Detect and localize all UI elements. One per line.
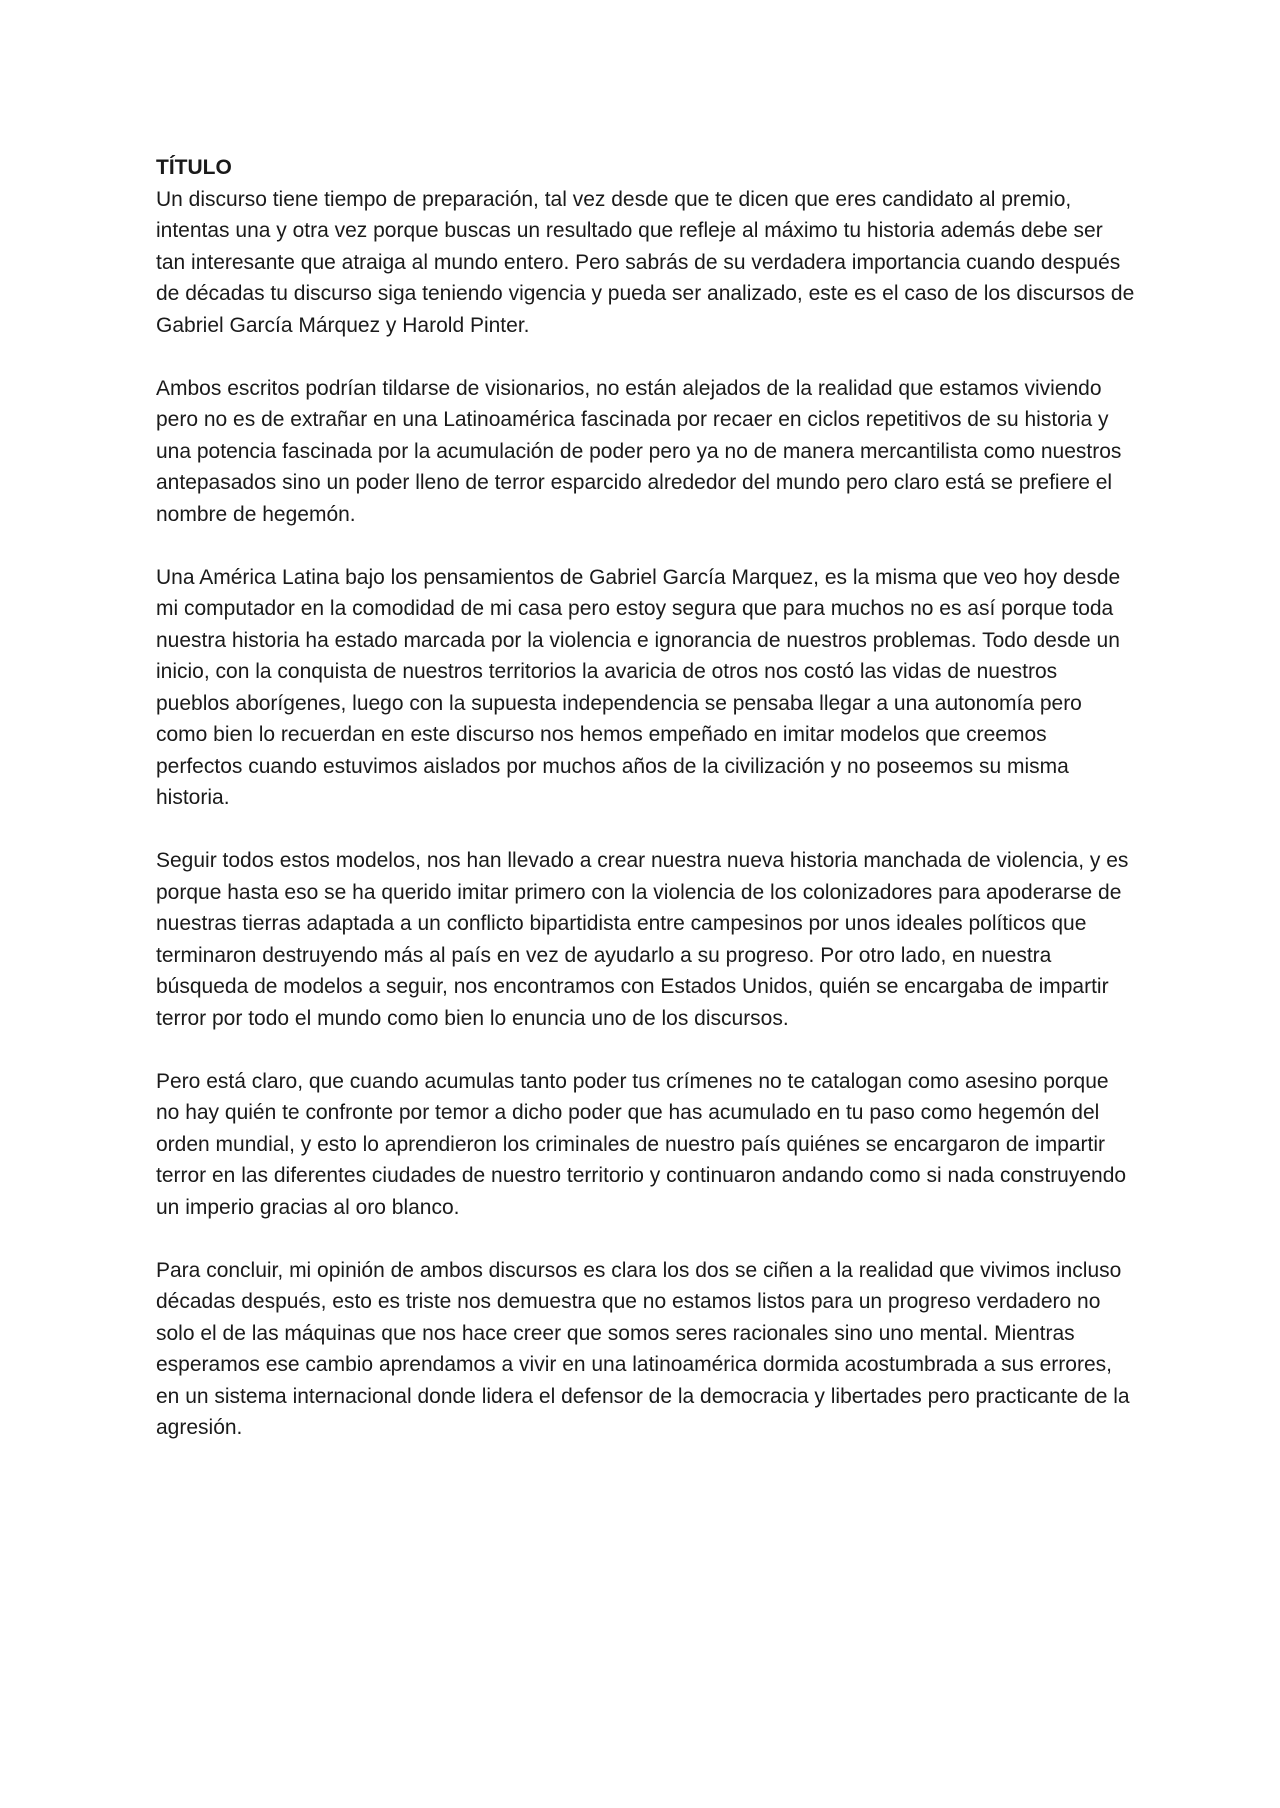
- paragraph: Ambos escritos podrían tildarse de visionarios, no están alejados de la realidad que estamos viviendo pero no es de extrañar en una Latinoamérica fascinada por recaer en ciclos repetitivos de su historia y una potencia fascinada por la acumulación de poder pero ya no de manera mercantilista como nuestros antepasados sino un poder lleno de terror esparcido alrededor del mundo pero claro está se prefiere el nombre de hegemón.: [156, 376, 1122, 526]
- paragraph: Una América Latina bajo los pensamientos de Gabriel García Marquez, es la misma que veo hoy desde mi computador en la comodidad de mi casa pero estoy segura que para muchos no es así porque toda nuestra historia ha estado marcada por la violencia e ignorancia de nuestros problemas. Todo desde un inicio, con la conquista de nuestros territorios la avaricia de otros nos costó las vidas de nuestros pueblos aborígenes, luego con la supuesta independencia se pensaba llegar a una autonomía pero como bien lo recuerdan en este discurso nos hemos empeñado en imitar modelos que creemos perfectos cuando estuvimos aislados por muchos años de la civilización y no poseemos su misma historia.: [156, 565, 1121, 809]
- paragraph: Pero está claro, que cuando acumulas tanto poder tus crímenes no te catalogan como asesino porque no hay quién te confronte por temor a dicho poder que has acumulado en tu paso como hegemón del orden mundial, y esto lo aprendieron los criminales de nuestro país quiénes se encargaron de impartir terror en las diferentes ciudades de nuestro territorio y continuaron andando como si nada construyendo un imperio gracias al oro blanco.: [156, 1069, 1127, 1219]
- document-title: TÍTULO: [156, 156, 232, 179]
- document-body: [156, 152, 1136, 1444]
- paragraph: Un discurso tiene tiempo de preparación, tal vez desde que te dicen que eres candidato al premio, intentas una y otra vez porque buscas un resultado que refleje al máximo tu historia además debe ser tan interesante que atraiga al mundo entero. Pero sabrás de su verdadera importancia cuando después de décadas tu discurso siga teniendo vigencia y pueda ser analizado, este es el caso de los discursos de Gabriel García Márquez y Harold Pinter.: [156, 187, 1135, 337]
- paragraph: Para concluir, mi opinión de ambos discursos es clara los dos se ciñen a la realidad que vivimos incluso décadas después, esto es triste nos demuestra que no estamos listos para un progreso verdadero no solo el de las máquinas que nos hace creer que somos seres racionales sino uno mental. Mientras esperamos ese cambio aprendamos a vivir en una latinoamérica dormida acostumbrada a sus errores, en un sistema internacional donde lidera el defensor de la democracia y libertades pero practicante de la agresión.: [156, 1258, 1130, 1439]
- paragraph: Seguir todos estos modelos, nos han llevado a crear nuestra nueva historia manchada de violencia, y es porque hasta eso se ha querido imitar primero con la violencia de los colonizadores para apoderarse de nuestras tierras adaptada a un conflicto bipartidista entre campesinos por unos ideales políticos que terminaron destruyendo más al país en vez de ayudarlo a su progreso. Por otro lado, en nuestra búsqueda de modelos a seguir, nos encontramos con Estados Unidos, quién se encargaba de impartir terror por todo el mundo como bien lo enuncia uno de los discursos.: [156, 849, 1129, 1030]
